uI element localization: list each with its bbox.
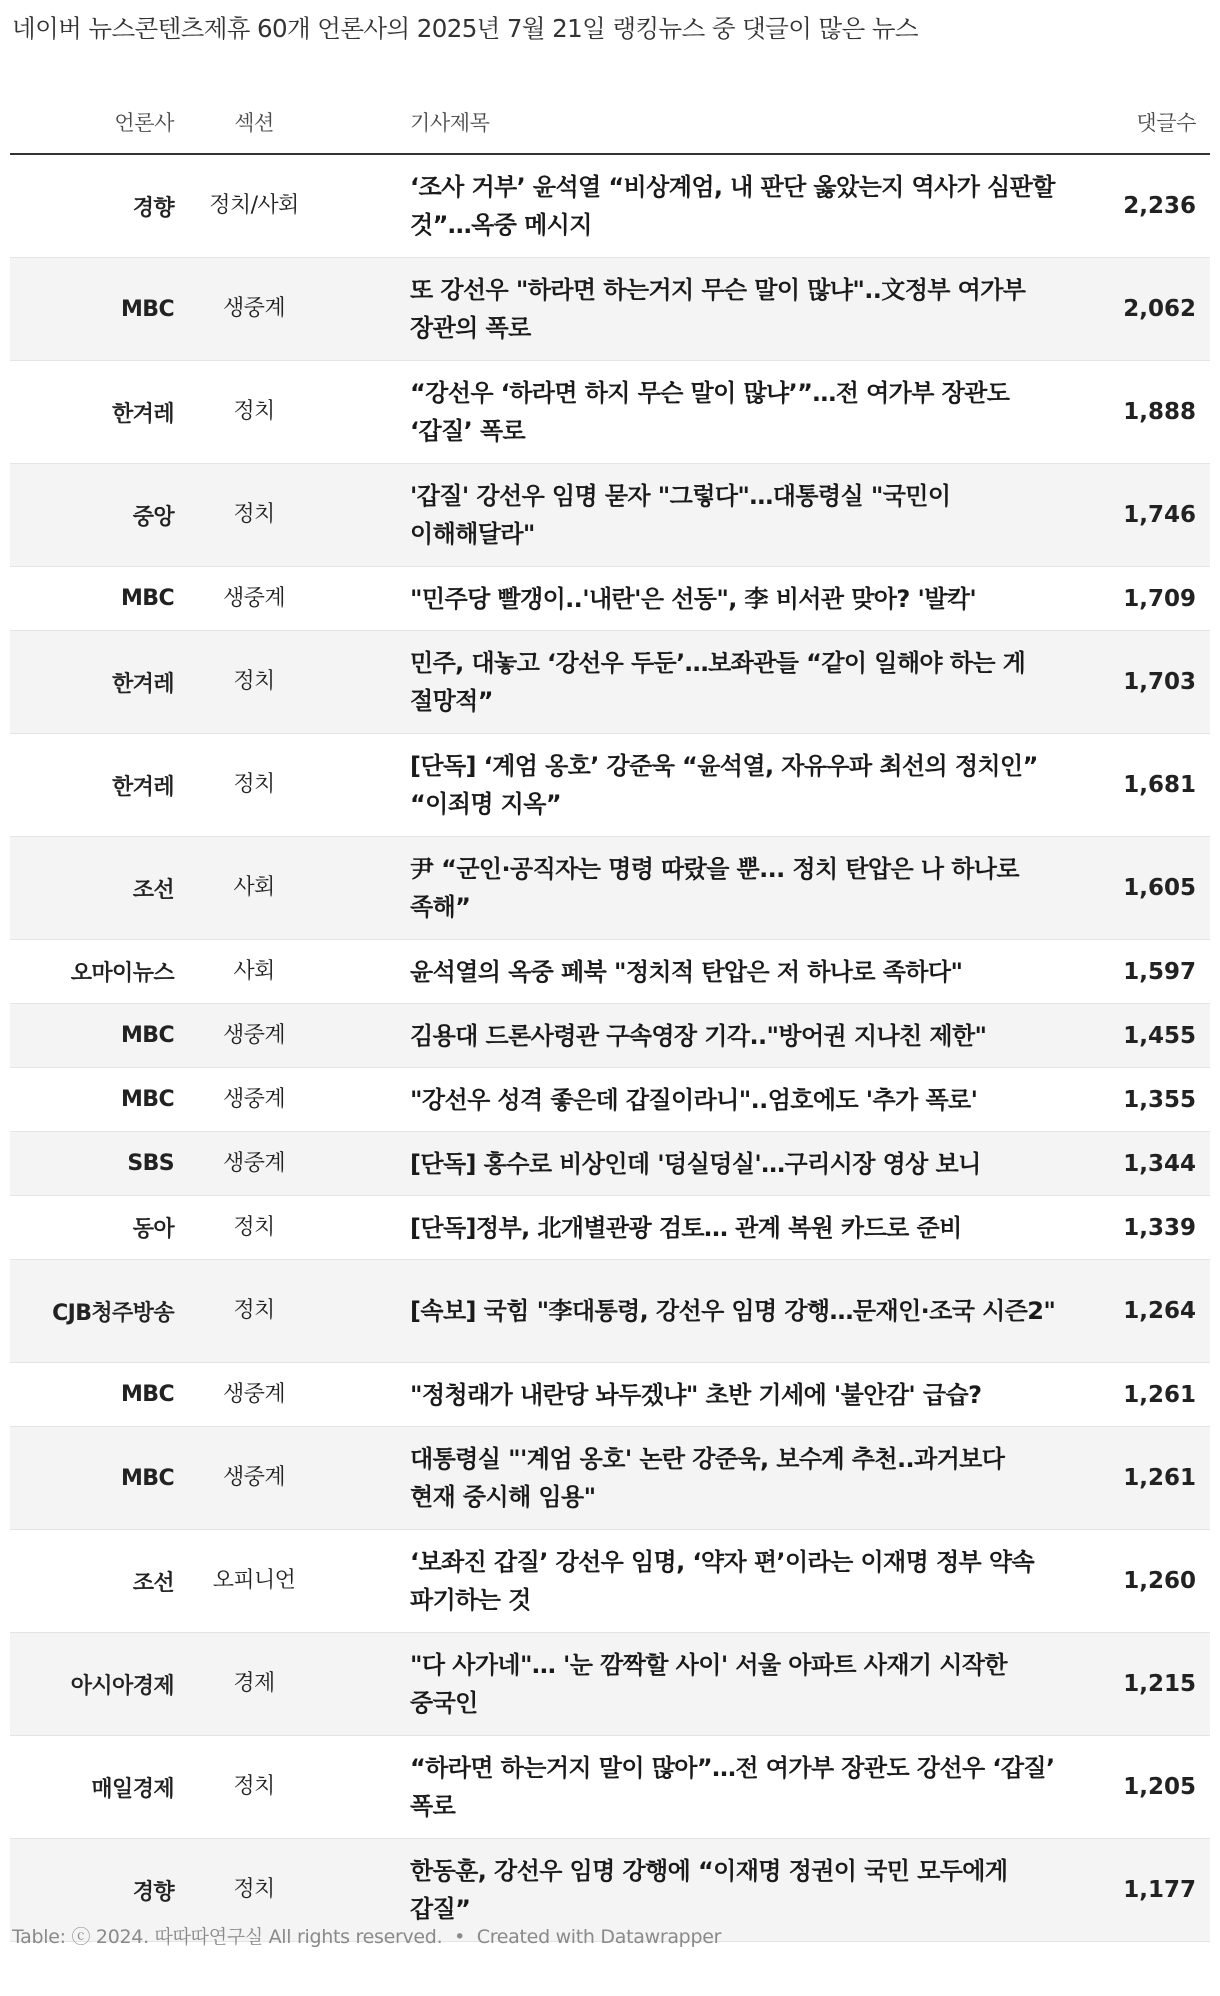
- cell-publisher: MBC: [10, 1068, 174, 1132]
- cell-headline: 한동훈, 강선우 임명 강행에 “이재명 정권이 국민 모두에게 갑질”: [334, 1839, 1056, 1942]
- cell-headline: 대통령실 "'계엄 옹호' 논란 강준욱, 보수계 추천..과거보다 현재 중시해 임용": [334, 1427, 1056, 1530]
- table-row: [10, 1068, 1210, 1132]
- table-row: [10, 361, 1210, 464]
- cell-comments: 1,339: [1056, 1196, 1210, 1260]
- cell-comments: 1,205: [1056, 1736, 1210, 1839]
- cell-publisher: 조선: [10, 1530, 174, 1633]
- cell-section: 생중계: [174, 1363, 334, 1427]
- cell-section: 생중계: [174, 1004, 334, 1068]
- cell-publisher: 경향: [10, 154, 174, 258]
- cell-comments: 1,605: [1056, 837, 1210, 940]
- cell-publisher: CJB청주방송: [10, 1260, 174, 1363]
- cell-comments: 1,597: [1056, 940, 1210, 1004]
- column-header-section[interactable]: 섹션: [174, 90, 334, 154]
- cell-headline: 尹 “군인·공직자는 명령 따랐을 뿐... 정치 탄압은 나 하나로 족해”: [334, 837, 1056, 940]
- cell-section: 정치: [174, 1260, 334, 1363]
- cell-section: 정치: [174, 631, 334, 734]
- table-row: [10, 631, 1210, 734]
- cell-section: 경제: [174, 1633, 334, 1736]
- table-row: [10, 940, 1210, 1004]
- cell-section: 생중계: [174, 567, 334, 631]
- table-row: [10, 154, 1210, 258]
- footer-separator: •: [454, 1926, 465, 1948]
- cell-headline: "다 사가네"… '눈 깜짝할 사이' 서울 아파트 사재기 시작한 중국인: [334, 1633, 1056, 1736]
- news-comments-table: [10, 90, 1210, 1942]
- cell-headline: “하라면 하는거지 말이 많아”…전 여가부 장관도 강선우 ‘갑질’ 폭로: [334, 1736, 1056, 1839]
- table-body: [10, 154, 1210, 1942]
- header-row: [10, 90, 1210, 154]
- cell-comments: 2,236: [1056, 154, 1210, 258]
- table-row: [10, 1427, 1210, 1530]
- table-row: [10, 734, 1210, 837]
- table-row: [10, 1363, 1210, 1427]
- table-row: [10, 1736, 1210, 1839]
- cell-headline: “강선우 ‘하라면 하지 무슨 말이 많냐’”…전 여가부 장관도 ‘갑질’ 폭로: [334, 361, 1056, 464]
- cell-headline: [단독]정부, 北개별관광 검토… 관계 복원 카드로 준비: [334, 1196, 1056, 1260]
- table-row: [10, 1633, 1210, 1736]
- cell-section: 정치: [174, 734, 334, 837]
- cell-publisher: 한겨레: [10, 631, 174, 734]
- cell-section: 생중계: [174, 1427, 334, 1530]
- cell-comments: 1,703: [1056, 631, 1210, 734]
- cell-section: 정치: [174, 464, 334, 567]
- cell-section: 정치: [174, 1736, 334, 1839]
- table-row: [10, 837, 1210, 940]
- cell-section: 정치: [174, 1839, 334, 1942]
- cell-headline: [속보] 국힘 "李대통령, 강선우 임명 강행…문재인·조국 시즌2": [334, 1260, 1056, 1363]
- column-header-publisher[interactable]: 언론사: [10, 90, 174, 154]
- cell-publisher: SBS: [10, 1132, 174, 1196]
- cell-headline: 또 강선우 "하라면 하는거지 무슨 말이 많냐"..文정부 여가부 장관의 폭로: [334, 258, 1056, 361]
- cell-publisher: 조선: [10, 837, 174, 940]
- cell-publisher: MBC: [10, 1004, 174, 1068]
- cell-headline: "정청래가 내란당 놔두겠냐" 초반 기세에 '불안감' 급습?: [334, 1363, 1056, 1427]
- table-row: [10, 567, 1210, 631]
- cell-comments: 1,344: [1056, 1132, 1210, 1196]
- cell-publisher: MBC: [10, 1427, 174, 1530]
- cell-section: 정치/사회: [174, 154, 334, 258]
- cell-comments: 1,746: [1056, 464, 1210, 567]
- cell-comments: 1,215: [1056, 1633, 1210, 1736]
- cell-comments: 1,355: [1056, 1068, 1210, 1132]
- table-title: 네이버 뉴스콘텐츠제휴 60개 언론사의 2025년 7월 21일 랭킹뉴스 중 댓글이 많은 뉴스: [12, 14, 918, 43]
- cell-publisher: 경향: [10, 1839, 174, 1942]
- footer-tool-link[interactable]: Created with Datawrapper: [476, 1926, 722, 1948]
- cell-section: 생중계: [174, 1132, 334, 1196]
- cell-publisher: MBC: [10, 567, 174, 631]
- cell-publisher: 중앙: [10, 464, 174, 567]
- table-row: [10, 1132, 1210, 1196]
- cell-section: 오피니언: [174, 1530, 334, 1633]
- table-footer: [12, 1922, 721, 1949]
- cell-comments: 1,709: [1056, 567, 1210, 631]
- cell-publisher: 오마이뉴스: [10, 940, 174, 1004]
- cell-publisher: 매일경제: [10, 1736, 174, 1839]
- cell-comments: 1,177: [1056, 1839, 1210, 1942]
- cell-headline: 민주, 대놓고 ‘강선우 두둔’…보좌관들 “같이 일해야 하는 게 절망적”: [334, 631, 1056, 734]
- table-row: [10, 258, 1210, 361]
- table-row: [10, 1004, 1210, 1068]
- table-row: [10, 1530, 1210, 1633]
- table-header: [10, 90, 1210, 154]
- cell-section: 사회: [174, 837, 334, 940]
- cell-headline: "민주당 빨갱이..'내란'은 선동", 李 비서관 맞아? '발칵': [334, 567, 1056, 631]
- cell-comments: 1,261: [1056, 1363, 1210, 1427]
- cell-publisher: MBC: [10, 1363, 174, 1427]
- cell-headline: 김용대 드론사령관 구속영장 기각.."방어권 지나친 제한": [334, 1004, 1056, 1068]
- cell-headline: ‘보좌진 갑질’ 강선우 임명, ‘약자 편’이라는 이재명 정부 약속 파기하는 것: [334, 1530, 1056, 1633]
- cell-comments: 1,888: [1056, 361, 1210, 464]
- cell-section: 사회: [174, 940, 334, 1004]
- footer-credit: Table: ⓒ 2024. 따따따연구실 All rights reserved.: [12, 1926, 443, 1948]
- cell-headline: 윤석열의 옥중 페북 "정치적 탄압은 저 하나로 족하다": [334, 940, 1056, 1004]
- cell-section: 정치: [174, 1196, 334, 1260]
- cell-headline: '갑질' 강선우 임명 묻자 "그렇다"…대통령실 "국민이 이해해달라": [334, 464, 1056, 567]
- cell-comments: 1,681: [1056, 734, 1210, 837]
- table-row: [10, 1196, 1210, 1260]
- column-header-comments[interactable]: 댓글수: [1056, 90, 1210, 154]
- cell-publisher: 한겨레: [10, 734, 174, 837]
- cell-section: 생중계: [174, 258, 334, 361]
- cell-comments: 1,261: [1056, 1427, 1210, 1530]
- cell-section: 생중계: [174, 1068, 334, 1132]
- table-row: [10, 464, 1210, 567]
- cell-comments: 1,264: [1056, 1260, 1210, 1363]
- cell-section: 정치: [174, 361, 334, 464]
- cell-comments: 1,260: [1056, 1530, 1210, 1633]
- cell-comments: 1,455: [1056, 1004, 1210, 1068]
- column-header-headline[interactable]: 기사제목: [334, 90, 1056, 154]
- cell-headline: ‘조사 거부’ 윤석열 “비상계엄, 내 판단 옳았는지 역사가 심판할 것”…옥중 메시지: [334, 154, 1056, 258]
- cell-headline: "강선우 성격 좋은데 갑질이라니"..엄호에도 '추가 폭로': [334, 1068, 1056, 1132]
- cell-publisher: 한겨레: [10, 361, 174, 464]
- cell-publisher: MBC: [10, 258, 174, 361]
- table-row: [10, 1260, 1210, 1363]
- cell-comments: 2,062: [1056, 258, 1210, 361]
- cell-publisher: 아시아경제: [10, 1633, 174, 1736]
- cell-publisher: 동아: [10, 1196, 174, 1260]
- cell-headline: [단독] ‘계엄 옹호’ 강준욱 “윤석열, 자유우파 최선의 정치인” “이죄명 지옥”: [334, 734, 1056, 837]
- cell-headline: [단독] 홍수로 비상인데 '덩실덩실'…구리시장 영상 보니: [334, 1132, 1056, 1196]
